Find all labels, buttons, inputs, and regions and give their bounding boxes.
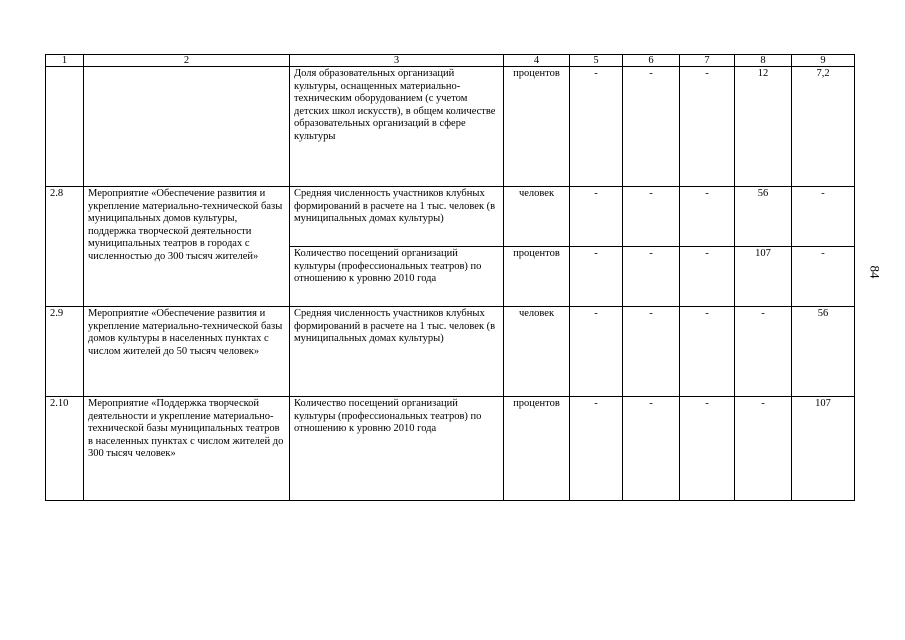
row-number bbox=[46, 67, 84, 187]
row-number: 2.8 bbox=[46, 187, 84, 307]
event-cell: Мероприятие «Обеспечение развития и укрепление материально-технической базы муниципальных домов культуры, поддержка творческой деятельности муниципальных театров в городах с численностью до 300 тысяч жителей» bbox=[84, 187, 290, 307]
value-cell: - bbox=[680, 247, 735, 307]
value-cell: 7,2 bbox=[792, 67, 855, 187]
unit-cell: процентов bbox=[504, 247, 570, 307]
value-cell: - bbox=[680, 307, 735, 397]
value-cell: - bbox=[680, 67, 735, 187]
value-cell: 107 bbox=[735, 247, 792, 307]
indicators-table bbox=[45, 54, 855, 501]
column-header: 2 bbox=[84, 55, 290, 67]
indicator-cell: Доля образовательных организаций культуры, оснащенных материально-техническим оборудованием (с учетом детских школ искусств), в общем количестве образовательных организаций в сфере культуры bbox=[290, 67, 504, 187]
value-cell: - bbox=[735, 397, 792, 501]
column-header: 4 bbox=[504, 55, 570, 67]
column-header: 5 bbox=[570, 55, 623, 67]
column-header: 3 bbox=[290, 55, 504, 67]
column-header: 1 bbox=[46, 55, 84, 67]
value-cell: - bbox=[570, 247, 623, 307]
value-cell: - bbox=[623, 187, 680, 247]
event-cell bbox=[84, 67, 290, 187]
header-row bbox=[46, 55, 855, 67]
value-cell: - bbox=[570, 397, 623, 501]
indicator-cell: Количество посещений организаций культуры (профессиональных театров) по отношению к уровню 2010 года bbox=[290, 397, 504, 501]
value-cell: - bbox=[680, 397, 735, 501]
unit-cell: процентов bbox=[504, 397, 570, 501]
page-number: 84 bbox=[867, 265, 883, 279]
table-row bbox=[46, 397, 855, 501]
table-row bbox=[46, 67, 855, 187]
column-header: 9 bbox=[792, 55, 855, 67]
value-cell: - bbox=[792, 247, 855, 307]
column-header: 8 bbox=[735, 55, 792, 67]
value-cell: 56 bbox=[792, 307, 855, 397]
indicator-cell: Средняя численность участников клубных формирований в расчете на 1 тыс. человек (в муниципальных домах культуры) bbox=[290, 307, 504, 397]
unit-cell: человек bbox=[504, 187, 570, 247]
value-cell: - bbox=[623, 67, 680, 187]
value-cell: - bbox=[623, 307, 680, 397]
column-header: 6 bbox=[623, 55, 680, 67]
table-row bbox=[46, 187, 855, 247]
table-row bbox=[46, 307, 855, 397]
value-cell: - bbox=[570, 307, 623, 397]
value-cell: - bbox=[680, 187, 735, 247]
indicator-cell: Количество посещений организаций культуры (профессиональных театров) по отношению к уровню 2010 года bbox=[290, 247, 504, 307]
column-header: 7 bbox=[680, 55, 735, 67]
value-cell: - bbox=[735, 307, 792, 397]
value-cell: - bbox=[570, 187, 623, 247]
value-cell: - bbox=[570, 67, 623, 187]
indicator-cell: Средняя численность участников клубных формирований в расчете на 1 тыс. человек (в муниципальных домах культуры) bbox=[290, 187, 504, 247]
event-cell: Мероприятие «Обеспечение развития и укрепление материально-технической базы домов культуры в населенных пунктах с числом жителей до 50 тысяч человек» bbox=[84, 307, 290, 397]
event-cell: Мероприятие «Поддержка творческой деятельности и укрепление материально-технической базы муниципальных театров в населенных пунктах с числом жителей до 300 тысяч человек» bbox=[84, 397, 290, 501]
value-cell: 56 bbox=[735, 187, 792, 247]
unit-cell: человек bbox=[504, 307, 570, 397]
value-cell: 12 bbox=[735, 67, 792, 187]
row-number: 2.9 bbox=[46, 307, 84, 397]
value-cell: - bbox=[623, 247, 680, 307]
row-number: 2.10 bbox=[46, 397, 84, 501]
unit-cell: процентов bbox=[504, 67, 570, 187]
value-cell: - bbox=[792, 187, 855, 247]
value-cell: 107 bbox=[792, 397, 855, 501]
value-cell: - bbox=[623, 397, 680, 501]
